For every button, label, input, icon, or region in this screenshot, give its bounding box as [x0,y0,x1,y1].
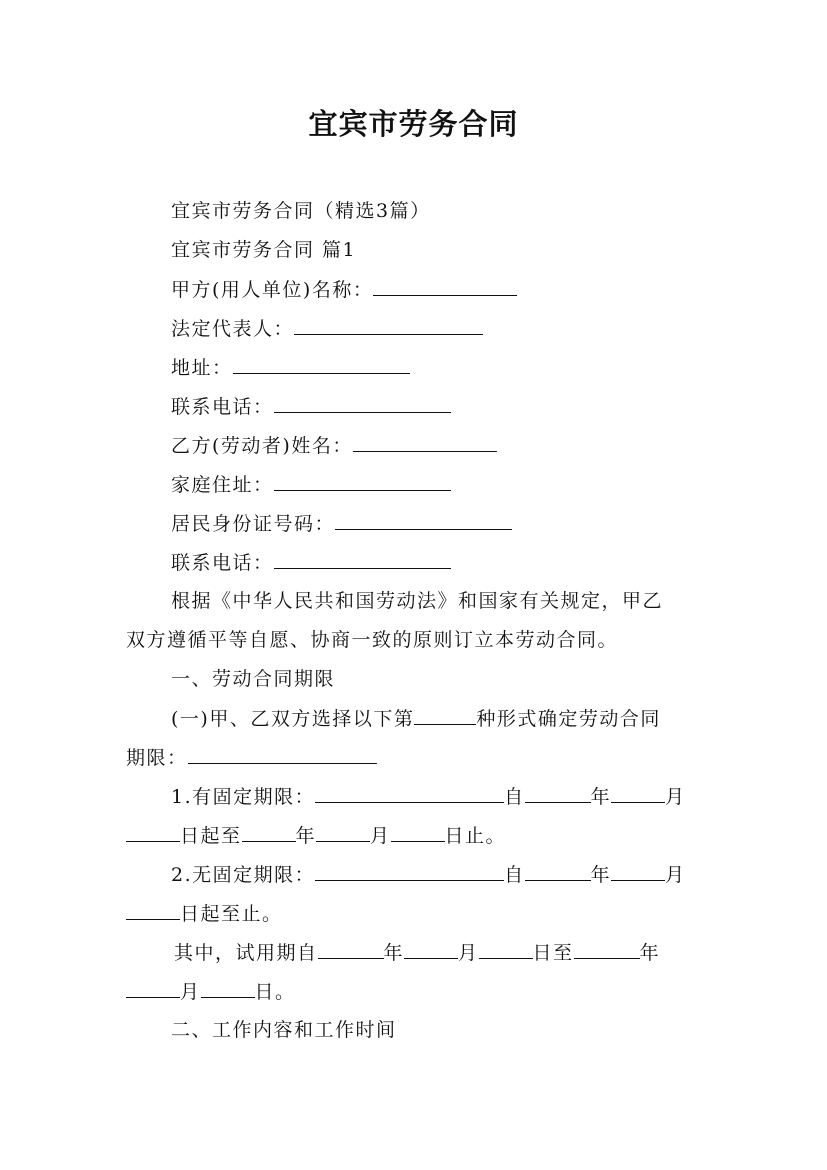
doc-text: 联系电话： [171,396,274,418]
fill-blank [611,784,665,803]
fill-blank [126,901,180,920]
fill-blank [188,745,377,764]
fill-blank [335,511,512,530]
doc-text: 双方遵循平等自愿、协商一致的原则订立本劳动合同。 [126,629,619,651]
doc-text: 月 [665,786,686,808]
fill-blank [126,823,180,842]
fill-blank [479,940,533,959]
legal-rep-line [126,316,716,341]
doc-text: 联系电话： [171,552,274,574]
doc-text: 年 [590,864,612,886]
doc-text: 日起至 [180,825,242,847]
doc-text: 甲方(用人单位)名称： [171,279,374,301]
phone-line [126,394,716,419]
doc-text: 期限： [126,747,188,769]
fill-blank [274,394,451,413]
fill-blank [353,433,497,452]
doc-text: 家庭住址： [171,474,274,496]
document-title: 宜宾市劳务合同 [308,107,519,141]
fill-blank [525,862,591,881]
doc-text: 地址： [171,357,233,379]
doc-text: 日至 [532,942,574,964]
doc-line [126,745,716,770]
doc-text: 居民身份证号码： [171,513,336,535]
doc-text: 一、劳动合同期限 [171,668,336,690]
fill-blank [201,979,255,998]
fill-blank [233,355,410,374]
doc-text: 其中，试用期自 [174,942,318,964]
doc-line [126,199,716,223]
doc-line [126,706,716,731]
fill-blank [316,823,370,842]
doc-text: 根据《中华人民共和国劳动法》和国家有关规定，甲乙 [171,590,664,612]
fill-blank [315,784,504,803]
doc-line [126,979,716,1004]
doc-text: 月 [370,825,391,847]
doc-text: 宜宾市劳务合同 篇1 [171,239,357,261]
doc-text: 乙方(劳动者)姓名： [171,435,353,457]
doc-line [126,589,716,613]
doc-line [126,823,716,848]
employee-name-line [126,433,716,458]
fill-blank [126,979,180,998]
doc-text: 种形式确定劳动合同 [476,708,661,730]
fill-blank [315,862,504,881]
doc-text: 年 [295,825,317,847]
phone-line [126,550,716,575]
doc-text: 日。 [254,981,296,1003]
doc-text: 日起至止。 [180,903,283,925]
doc-text: 法定代表人： [171,318,295,340]
fill-blank [294,316,483,335]
doc-text: 月 [458,942,479,964]
home-address-line [126,472,716,497]
doc-text: 二、工作内容和工作时间 [171,1019,397,1041]
doc-text: 自 [504,864,525,886]
fill-blank [404,940,458,959]
fill-blank [242,823,296,842]
doc-line [126,628,716,652]
doc-text: 年 [590,786,612,808]
fill-blank [274,550,451,569]
doc-text: 2.无固定期限： [171,864,316,886]
address-line [126,355,716,380]
doc-line [126,940,716,965]
fill-blank [373,277,517,296]
doc-text: (一)甲、乙双方选择以下第 [171,708,415,730]
doc-text: 年 [639,942,661,964]
fill-blank [391,823,445,842]
doc-text: 月 [180,981,201,1003]
fill-blank [414,706,476,725]
doc-text: 年 [383,942,405,964]
doc-line [126,901,716,926]
employer-name-line [126,277,716,302]
fill-blank [574,940,640,959]
doc-line [126,862,716,887]
fill-blank [274,472,451,491]
section-heading [126,667,716,691]
doc-line [126,238,716,262]
doc-text: 月 [665,864,686,886]
doc-line [126,784,716,809]
doc-text: 1.有固定期限： [171,786,316,808]
doc-text: 自 [504,786,525,808]
fill-blank [611,862,665,881]
fill-blank [318,940,384,959]
fill-blank [525,784,591,803]
doc-text: 日止。 [444,825,507,847]
doc-text: 宜宾市劳务合同（精选3篇） [171,200,431,222]
id-number-line [126,511,716,536]
section-heading [126,1018,716,1042]
